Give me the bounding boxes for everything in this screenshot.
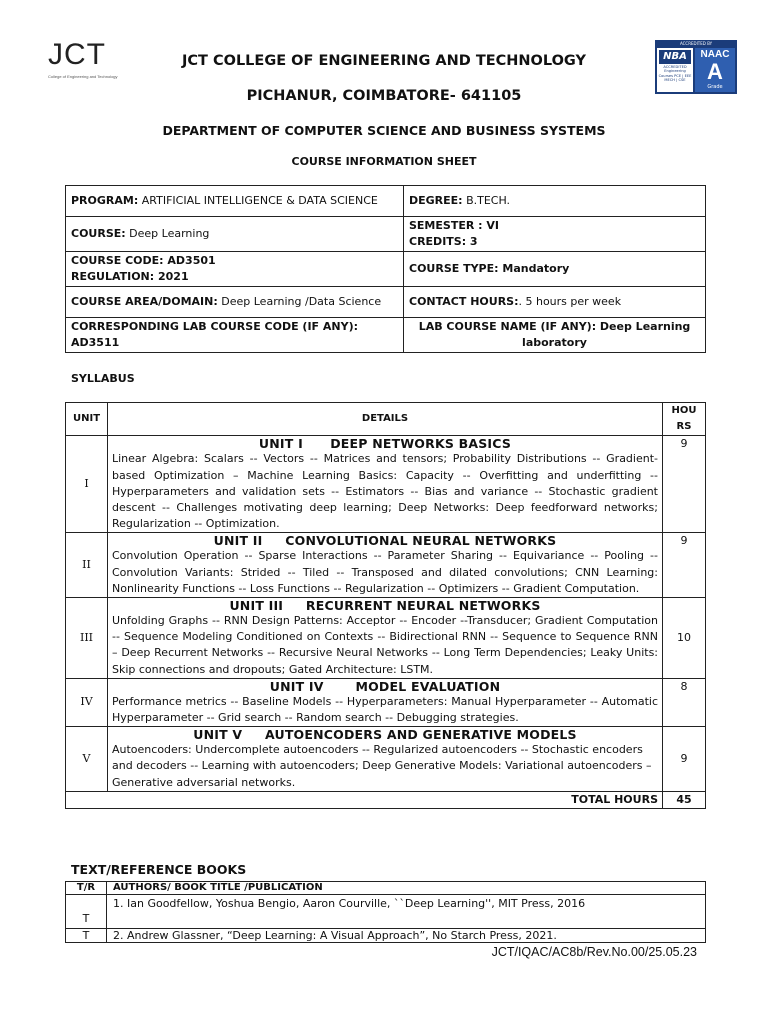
syllabus-row — [66, 598, 706, 679]
course-code: COURSE CODE: AD3501 — [71, 254, 216, 267]
college-logo: JCT — [48, 38, 106, 71]
course-area-cell — [66, 287, 404, 318]
unit-description: Performance metrics -- Baseline Models -- Hyperparameters: Manual Hyperparameter -- Automatic Hyperparameter -- Grid search -- Random search -- Debugging strategies. — [112, 694, 658, 725]
unit-details — [108, 598, 663, 679]
college-logo-subtext: College of Engineering and Technology — [48, 74, 118, 79]
books-table — [65, 881, 706, 943]
course-area-value: Deep Learning /Data Science — [217, 295, 382, 308]
course-area-label: COURSE AREA/DOMAIN: — [71, 295, 218, 308]
nba-label: NBA — [659, 50, 691, 64]
semester-cell — [404, 217, 706, 252]
book-entry: 2. Andrew Glassner, “Deep Learning: A Visual Approach”, No Starch Press, 2021. — [107, 929, 706, 943]
sheet-title: COURSE INFORMATION SHEET — [291, 155, 477, 168]
unit-number: I — [66, 436, 108, 533]
credits-value: CREDITS: 3 — [409, 235, 478, 248]
unit-hours: 9 — [663, 533, 706, 598]
college-address: PICHANUR, COIMBATORE- 641105 — [246, 88, 522, 104]
book-entry: 1. Ian Goodfellow, Yoshua Bengio, Aaron Courville, ``Deep Learning'', MIT Press, 2016 — [107, 895, 706, 929]
unit-title: UNIT V AUTOENCODERS AND GENERATIVE MODELS — [193, 727, 577, 743]
department-name: DEPARTMENT OF COMPUTER SCIENCE AND BUSINESS SYSTEMS — [162, 123, 606, 138]
degree-cell — [404, 186, 706, 217]
lab-code-cell — [66, 318, 404, 353]
details-column-header: DETAILS — [108, 403, 663, 436]
books-header-row — [66, 882, 706, 895]
unit-description: Linear Algebra: Scalars -- Vectors -- Matrices and tensors; Probability Distributions -- Gradient-based Optimization – Machine Learning Basics: Capacity -- Overfitting and underfitting -- Hyperparameters and validation sets -- Estimators -- Bias and variance -- Stochastic gradient descent -- Challenges motivating deep learning; Deep Networks: Deep feedforward networks; Regularization -- Optimization. — [112, 452, 658, 531]
contact-hours-label: CONTACT HOURS: — [409, 295, 519, 308]
book-row — [66, 895, 706, 929]
unit-hours: 9 — [663, 727, 706, 792]
course-code-cell — [66, 252, 404, 287]
nba-text: ACCREDITED Engineering Courses PCE | EEE MECH | CSE — [658, 65, 692, 83]
document-footer: JCT/IQAC/AC8b/Rev.No.00/25.05.23 — [491, 945, 697, 959]
info-row — [66, 252, 706, 287]
unit-details — [108, 727, 663, 792]
info-row — [66, 217, 706, 252]
course-type-cell — [404, 252, 706, 287]
title-column-header: AUTHORS/ BOOK TITLE /PUBLICATION — [107, 882, 706, 895]
course-cell — [66, 217, 404, 252]
unit-hours: 10 — [663, 598, 706, 679]
unit-number: V — [66, 727, 108, 792]
program-value: ARTIFICIAL INTELLIGENCE & DATA SCIENCE — [138, 194, 378, 207]
contact-hours-value: . 5 hours per week — [518, 295, 622, 308]
total-hours-label: TOTAL HOURS — [66, 791, 663, 808]
contact-hours-cell — [404, 287, 706, 318]
unit-details — [108, 678, 663, 726]
unit-description: Convolution Operation -- Sparse Interactions -- Parameter Sharing -- Equivariance -- Pooling -- Convolution Variants: Strided -- Tiled -- Transposed and dilated convolutions; CNN Learning: Nonlinearity Functions -- Loss Functions -- Regularization -- Optimizers -- Gradient Computation. — [112, 549, 658, 595]
syllabus-row — [66, 436, 706, 533]
syllabus-row — [66, 727, 706, 792]
accreditation-ribbon: ACCREDITED BY — [656, 41, 736, 47]
course-info-table — [65, 185, 706, 353]
unit-number: III — [66, 598, 108, 679]
nba-logo — [657, 48, 693, 92]
unit-number: II — [66, 533, 108, 598]
naac-logo — [695, 48, 735, 92]
unit-title: UNIT I DEEP NETWORKS BASICS — [258, 436, 512, 452]
course-type-label: COURSE TYPE: — [409, 262, 499, 275]
info-row — [66, 186, 706, 217]
lab-course-name: LAB COURSE NAME (IF ANY): Deep Learning laboratory — [418, 320, 691, 349]
unit-description: Unfolding Graphs -- RNN Design Patterns: Acceptor -- Encoder --Transducer; Gradient Computation -- Sequence Modeling Conditioned on Contexts -- Bidirectional RNN -- Sequence to Sequence RNN – Deep Recurrent Networks -- Recursive Neural Networks -- Long Term Dependencies; Leaky Units: Skip connections and dropouts; Gated Architecture: LSTM. — [112, 614, 658, 676]
syllabus-header-row — [66, 403, 706, 436]
college-name: JCT COLLEGE OF ENGINEERING AND TECHNOLOGY — [182, 53, 586, 69]
course-label: COURSE: — [71, 227, 126, 240]
lab-course-code: CORRESPONDING LAB COURSE CODE (IF ANY): AD3511 — [71, 320, 359, 349]
book-type: T — [66, 895, 107, 929]
unit-title: UNIT II CONVOLUTIONAL NEURAL NETWORKS — [213, 533, 557, 549]
unit-number: IV — [66, 678, 108, 726]
semester-value: SEMESTER : VI — [409, 219, 499, 232]
regulation: REGULATION: 2021 — [71, 270, 189, 283]
syllabus-row — [66, 678, 706, 726]
program-label: PROGRAM: — [71, 194, 139, 207]
unit-title: UNIT III RECURRENT NEURAL NETWORKS — [229, 598, 541, 614]
total-hours-value: 45 — [663, 791, 706, 808]
unit-title: UNIT IV MODEL EVALUATION — [269, 678, 501, 694]
naac-label: NAAC — [700, 49, 730, 60]
book-type: T — [66, 929, 107, 943]
degree-value: B.TECH. — [462, 194, 511, 207]
unit-hours: 8 — [663, 678, 706, 726]
total-hours-row — [66, 791, 706, 808]
degree-label: DEGREE: — [409, 194, 463, 207]
course-type-value: Mandatory — [498, 262, 570, 275]
program-cell — [66, 186, 404, 217]
unit-details — [108, 436, 663, 533]
info-row — [66, 287, 706, 318]
books-heading: TEXT/REFERENCE BOOKS — [71, 862, 247, 877]
unit-column-header: UNIT — [66, 403, 108, 436]
unit-description: Autoencoders: Undercomplete autoencoders -- Regularized autoencoders -- Stochastic encoders and decoders -- Learning with autoencoders; Deep Generative Models: Variational autoencoders – Generative adversarial networks. — [112, 743, 652, 789]
syllabus-heading: SYLLABUS — [71, 372, 135, 385]
naac-grade-word: Grade — [707, 84, 723, 90]
naac-grade: A — [707, 59, 723, 84]
info-row — [66, 318, 706, 353]
unit-details — [108, 533, 663, 598]
unit-hours: 9 — [663, 436, 706, 533]
book-row — [66, 929, 706, 943]
accreditation-badge — [655, 40, 737, 94]
hours-column-header: HOURS — [663, 403, 706, 436]
tr-column-header: T/R — [66, 882, 107, 895]
lab-name-cell — [404, 318, 706, 353]
syllabus-table — [65, 402, 706, 809]
syllabus-row — [66, 533, 706, 598]
course-value: Deep Learning — [125, 227, 210, 240]
